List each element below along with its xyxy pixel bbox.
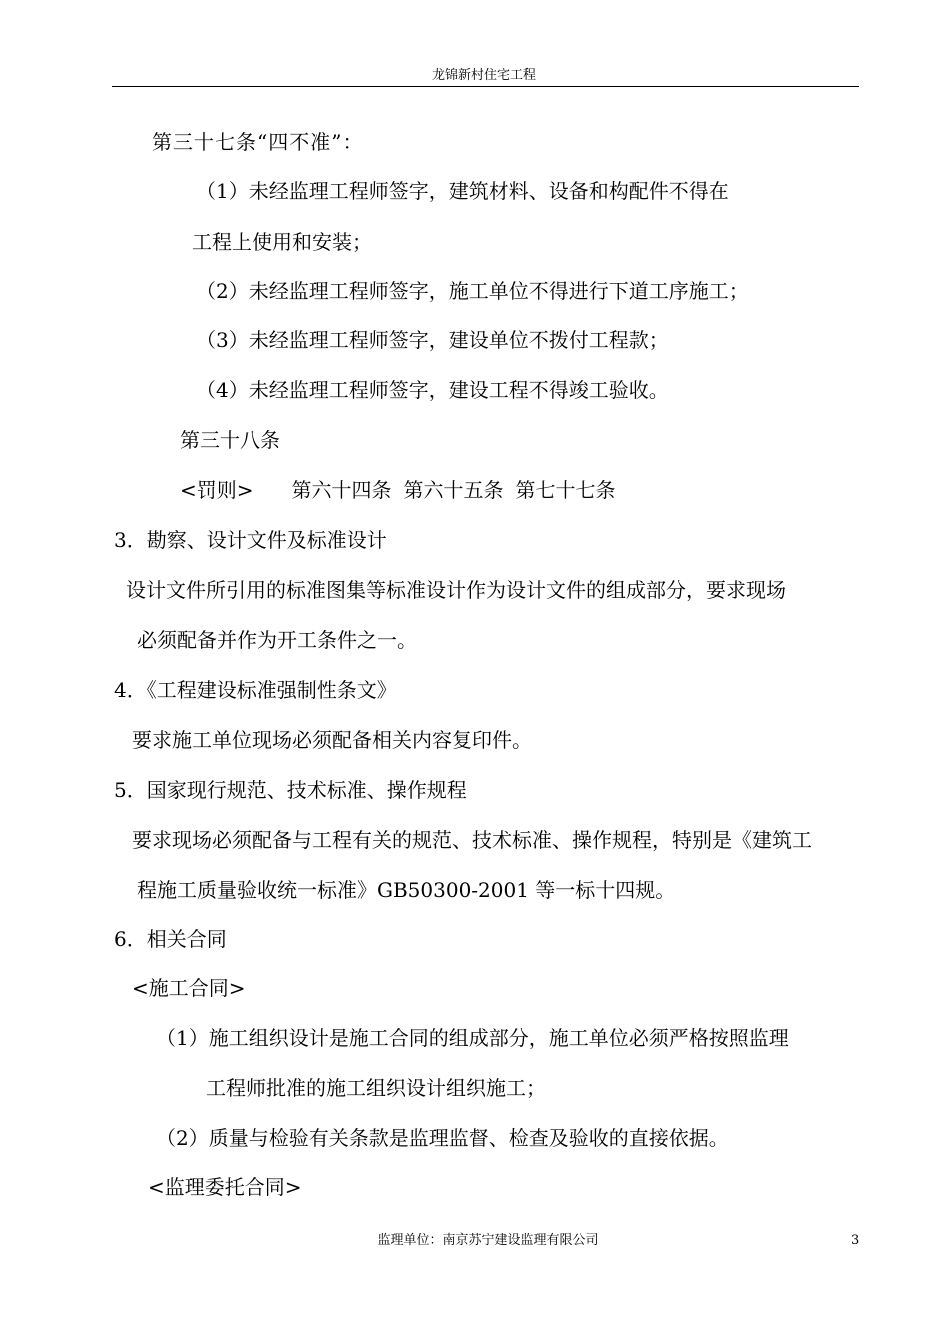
section-4-text: 要求施工单位现场必须配备相关内容复印件。 bbox=[132, 728, 532, 752]
article-37-item-1-line-1: （1）未经监理工程师签字，建筑材料、设备和构配件不得在 bbox=[196, 179, 729, 203]
page-number: 3 bbox=[851, 1233, 860, 1248]
article-37-item-3: （3）未经监理工程师签字，建设单位不拨付工程款； bbox=[196, 328, 669, 352]
section-5-text-line-2: 程施工质量验收统一标准》GB50300-2001 等一标十四规。 bbox=[137, 878, 676, 902]
section-3-heading: 3．勘察、设计文件及标准设计 bbox=[114, 528, 387, 552]
article-37-item-4: （4）未经监理工程师签字，建设工程不得竣工验收。 bbox=[196, 378, 669, 402]
header-divider bbox=[112, 86, 859, 87]
penalty-article-65: 第六十五条 bbox=[403, 478, 504, 502]
section-3-text-line-2: 必须配备并作为开工条件之一。 bbox=[137, 628, 417, 652]
penalty-article-77: 第七十七条 bbox=[515, 478, 616, 502]
article-37-item-2: （2）未经监理工程师签字，施工单位不得进行下道工序施工； bbox=[196, 279, 749, 303]
section-3-text-line-1: 设计文件所引用的标准图集等标准设计作为设计文件的组成部分，要求现场 bbox=[126, 578, 786, 602]
construction-contract-label: <施工合同> bbox=[132, 976, 246, 1000]
construction-contract-item-2: （2）质量与检验有关条款是监理监督、检查及验收的直接依据。 bbox=[156, 1126, 729, 1150]
article-38: 第三十八条 bbox=[180, 428, 280, 452]
construction-contract-item-1-line-2: 工程师批准的施工组织设计组织施工； bbox=[206, 1076, 546, 1100]
page-header-title: 龙锦新村住宅工程 bbox=[431, 68, 536, 83]
supervision-contract-label: <监理委托合同> bbox=[148, 1175, 302, 1199]
construction-contract-item-1-line-1: （1）施工组织设计是施工合同的组成部分，施工单位必须严格按照监理 bbox=[156, 1026, 789, 1050]
section-5-heading: 5．国家现行规范、技术标准、操作规程 bbox=[114, 778, 467, 802]
article-37-title: 第三十七条“四不准”： bbox=[152, 130, 364, 154]
penalty-label: <罚则> bbox=[180, 478, 254, 502]
footer-company: 监理单位：南京苏宁建设监理有限公司 bbox=[377, 1233, 599, 1248]
section-4-heading: 4．《工程建设标准强制性条文》 bbox=[114, 678, 397, 702]
penalty-article-64: 第六十四条 bbox=[291, 478, 392, 502]
article-37-item-1-line-2: 工程上使用和安装； bbox=[192, 230, 372, 254]
penalty-line bbox=[180, 476, 616, 504]
section-5-text-line-1: 要求现场必须配备与工程有关的规范、技术标准、操作规程，特别是《建筑工 bbox=[132, 828, 812, 852]
section-6-heading: 6．相关合同 bbox=[114, 927, 227, 951]
